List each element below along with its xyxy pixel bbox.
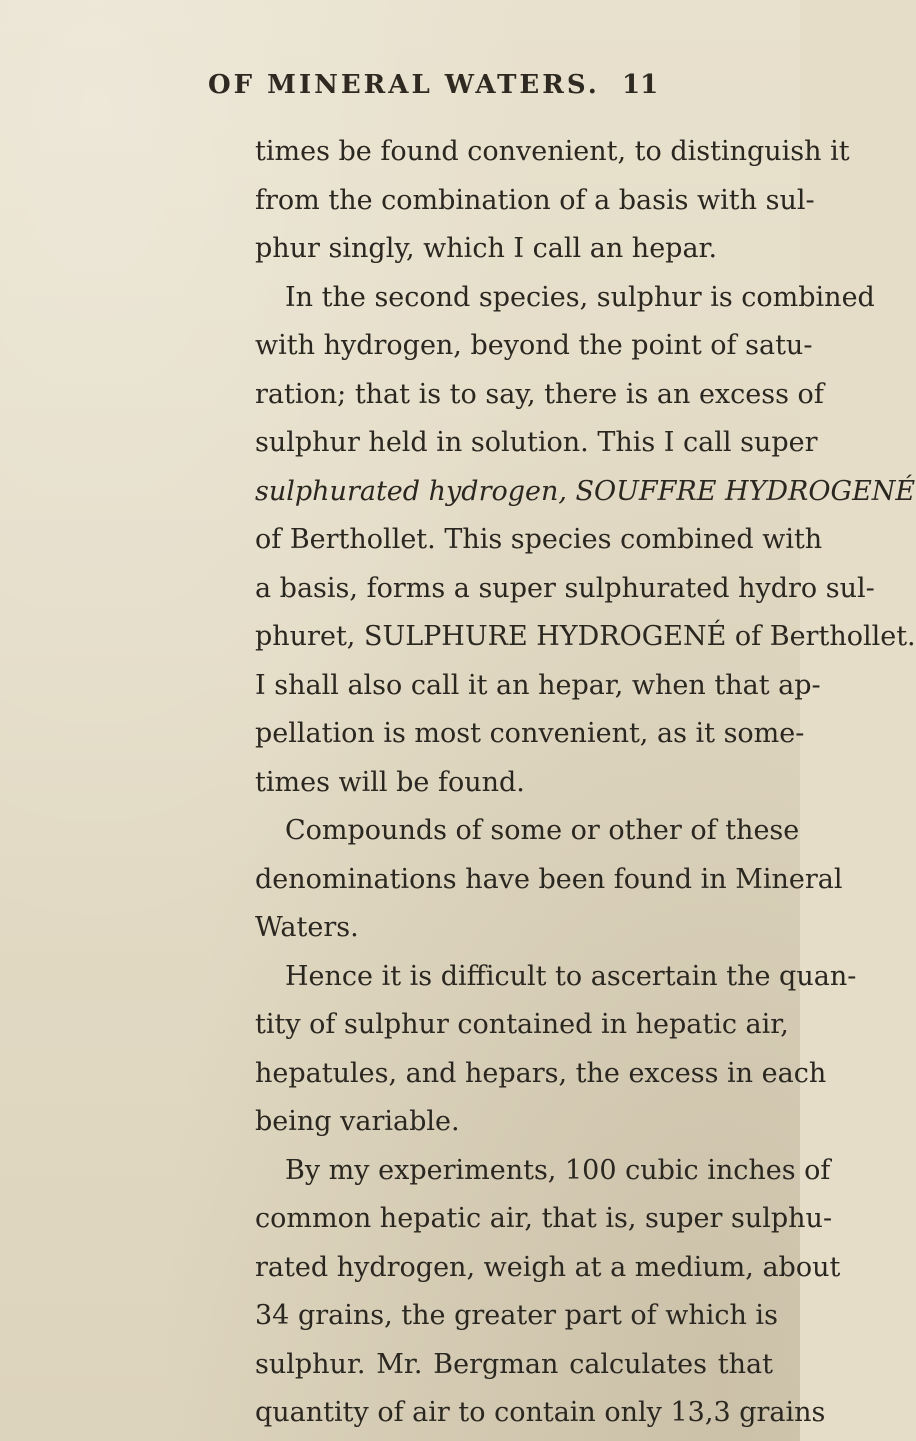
- text-line: In the second species, sulphur is combined: [285, 281, 875, 313]
- text-line: phur singly, which I call an hepar.: [255, 233, 718, 264]
- running-head: [0, 70, 800, 110]
- text-line: rated hydrogen, weigh at a medium, about: [255, 1251, 841, 1283]
- text-line: Hence it is difficult to ascertain the quan-: [285, 960, 857, 992]
- text-line: times be found convenient, to distinguish it: [255, 136, 850, 167]
- text-line: sulphur. Mr. Bergman calculates that: [255, 1348, 773, 1380]
- page-number: 11: [622, 70, 659, 100]
- text-line: 34 grains, the greater part of which is: [255, 1300, 778, 1331]
- text-line: of Berthollet. This species combined with: [255, 524, 823, 555]
- text-line: pellation is most convenient, as it some-: [255, 718, 805, 749]
- text-line: quantity of air to contain only 13,3 grains: [255, 1397, 826, 1428]
- text-line: from the combination of a basis with sul-: [255, 184, 815, 216]
- text-line: I shall also call it an hepar, when that ap-: [255, 669, 821, 701]
- running-title: OF MINERAL WATERS.: [208, 70, 600, 100]
- text-line: with hydrogen, beyond the point of satu-: [255, 330, 813, 361]
- text-line: By my experiments, 100 cubic inches of: [285, 1154, 831, 1186]
- text-line: Compounds of some or other of these: [285, 815, 800, 846]
- text-line: being variable.: [255, 1106, 460, 1137]
- body-text: [255, 128, 916, 1438]
- text-line: Waters.: [255, 912, 359, 943]
- text-line: hepatules, and hepars, the excess in each: [255, 1057, 827, 1089]
- text-line: phuret, SULPHURE HYDROGENÉ of Berthollet.: [255, 621, 916, 652]
- text-line: sulphur held in solution. This I call super: [255, 427, 818, 458]
- text-line: times will be found.: [255, 766, 525, 798]
- text-line: sulphurated hydrogen, SOUFFRE HYDROGENÉ: [255, 475, 916, 507]
- text-line: denominations have been found in Mineral: [255, 863, 843, 895]
- text-line: common hepatic air, that is, super sulphu-: [255, 1203, 833, 1234]
- text-line: ration; that is to say, there is an excess of: [255, 378, 824, 410]
- text-line: a basis, forms a super sulphurated hydro sul-: [255, 572, 875, 604]
- text-line: tity of sulphur contained in hepatic air,: [255, 1009, 789, 1040]
